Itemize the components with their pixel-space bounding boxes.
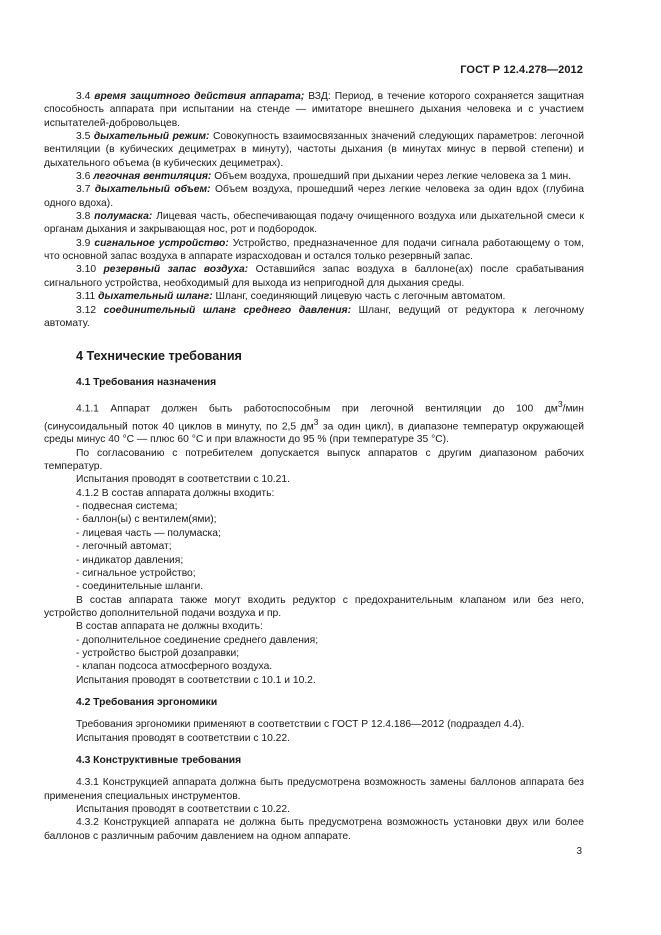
definition-term: дыхательный объем:: [94, 184, 211, 196]
section-4-2-heading: 4.2 Требования эргономики: [76, 696, 218, 708]
definition-3-9: [44, 237, 584, 264]
paragraph: Испытания проводят в соответствии с 10.22.: [76, 804, 290, 815]
definition-number: 3.7: [76, 184, 91, 196]
definition-number: 3.11: [76, 291, 96, 303]
definition-term: время защитного действия аппарата;: [94, 91, 305, 102]
text-fragment: 4.1.1 Аппарат должен быть работоспособным при легочной вентиляции до 100 дм: [76, 403, 558, 415]
list-item: - подвесная система;: [76, 501, 178, 513]
definition-text: Лицевая часть, обеспечивающая подачу очищенного воздуха или дыхательной смеси к органам дыхания и закрывающая нос, рот и подбородок.: [44, 211, 584, 236]
definition-3-6: [44, 170, 584, 183]
list-item: - лицевая часть — полумаска;: [76, 527, 221, 539]
text-fragment: /мин (синусоидальный поток 40 циклов в минуту, по 2,5 дм: [44, 403, 584, 433]
definition-3-5: [44, 130, 584, 170]
paragraph-4-1-2: 4.1.2 В состав аппарата должны входить:: [76, 487, 275, 499]
section-4-3-heading: 4.3 Конструктивные требования: [76, 754, 242, 766]
list-item: - устройство быстрой дозаправки;: [76, 647, 240, 659]
definition-3-12: [44, 304, 584, 331]
list-item: - сигнальное устройство;: [76, 567, 196, 579]
definition-term: соединительный шланг среднего давления:: [103, 304, 352, 316]
standard-code-header: ГОСТ Р 12.4.278—2012: [460, 64, 583, 76]
definition-3-10: [44, 263, 584, 290]
definition-term: резервный запас воздуха:: [103, 264, 249, 276]
section-4-heading: 4 Технические требования: [76, 349, 242, 364]
paragraph: Испытания проводят в соответствии с 10.21.: [76, 474, 290, 486]
definition-term: легочная вентиляция:: [93, 171, 212, 183]
definition-3-4: [44, 90, 584, 130]
definition-text: Шланг, ведущий от редуктора к легочному автомату.: [44, 304, 584, 329]
superscript: 3: [557, 398, 563, 409]
page-number: 3: [576, 846, 582, 857]
list-item: - клапан подсоса атмосферного воздуха.: [76, 661, 273, 673]
list-item: - легочный автомат;: [76, 541, 172, 553]
definition-term: дыхательный шланг:: [98, 291, 213, 303]
definition-number: 3.10: [76, 264, 97, 276]
paragraph-4-1-1: [44, 398, 584, 447]
definition-number: 3.4: [76, 91, 91, 102]
definition-text: ВЗД: Период, в течение которого сохраняется защитная способность аппарата при испытании на стенде — имитаторе внешнего дыхания человека и с участием испытателей-добровольцев.: [44, 91, 584, 129]
definition-text: Устройство, предназначенное для подачи сигнала работающему о том, что основной запас воздуха в аппарате израсходован и остался только резервный запас.: [44, 237, 584, 263]
paragraph: По согласованию с потребителем допускается выпуск аппаратов с другим диапазоном рабочих температур.: [44, 447, 584, 473]
page-content: [44, 90, 584, 843]
list-item: - дополнительное соединение среднего давления;: [76, 634, 319, 646]
section-4-1-heading: 4.1 Требования назначения: [76, 376, 217, 388]
paragraph: В состав аппарата не должны входить:: [76, 621, 263, 633]
text-fragment: за один цикл), в диапазоне температур окружающей среды минус 40 °С — плюс 60 °С и при влажности до 95 % (при температуре 35 °С).: [44, 421, 584, 446]
paragraph: Испытания проводят в соответствии с 10.1 и 10.2.: [76, 674, 316, 686]
definition-text: Оставшийся запас воздуха в баллоне(ах) после срабатывания сигнального устройства, необходимый для выхода из непригодной для дыхания среды.: [44, 264, 584, 289]
paragraph: Испытания проводят в соответствии с 10.22.: [76, 732, 290, 744]
superscript: 3: [313, 416, 319, 427]
definition-term: дыхательный режим:: [93, 131, 210, 143]
definition-3-8: [44, 210, 584, 237]
paragraph: Требования эргономики применяют в соответствии с ГОСТ Р 12.4.186—2012 (подраздел 4.4).: [76, 719, 525, 731]
definition-term: полумаска:: [94, 211, 153, 223]
definition-number: 3.12: [76, 304, 97, 316]
paragraph: В состав аппарата также могут входить редуктор с предохранительным клапаном или без него, устройство дополнительной подачи воздуха и пр.: [44, 594, 584, 619]
paragraph-4-3-1: 4.3.1 Конструкцией аппарата должна быть предусмотрена возможность замены баллонов аппарата без применения специальных инструментов.: [44, 777, 584, 802]
definition-text: Объем воздуха, прошедший при дыхании через легкие человека за 1 мин.: [214, 171, 572, 183]
definition-text: Шланг, соединяющий лицевую часть с легочным автоматом.: [215, 291, 506, 303]
definition-number: 3.8: [76, 211, 91, 223]
list-item: - индикатор давления;: [76, 554, 184, 566]
definition-3-11: [44, 290, 584, 303]
definition-number: 3.6: [76, 171, 91, 183]
paragraph-4-3-2: 4.3.2 Конструкцией аппарата не должна быть предусмотрена возможность установки двух или более баллонов с различным рабочим давлением на одном аппарате.: [44, 817, 584, 842]
definition-number: 3.5: [76, 131, 91, 143]
definition-3-7: [44, 183, 584, 210]
list-item: - баллон(ы) с вентилем(ями);: [76, 514, 217, 526]
definition-text: Объем воздуха, прошедший через легкие человека за один вдох (глубина одного вдоха).: [44, 184, 584, 209]
list-item: - соединительные шланги.: [76, 581, 204, 593]
definition-text: Совокупность взаимосвязанных значений следующих параметров: легочной вентиляции (в кубических дециметрах в минуту), частоты дыхания (в минутах минус в первой степени) и дыхательного объема (в кубических дециметрах).: [44, 131, 584, 169]
definition-term: сигнальное устройство:: [94, 237, 229, 249]
definition-number: 3.9: [76, 237, 91, 249]
